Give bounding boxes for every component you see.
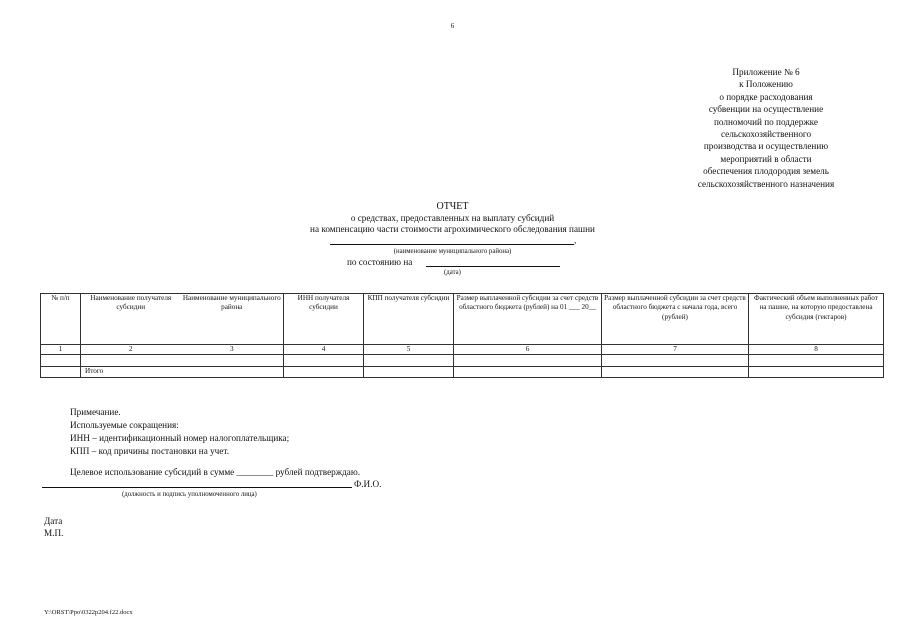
report-title: ОТЧЕТ: [436, 201, 469, 212]
table-cell: [284, 355, 364, 367]
report-title-block: [230, 200, 675, 277]
appendix-line: субвенции на осуществление: [708, 104, 824, 115]
appendix-line: Приложение № 6: [732, 67, 800, 77]
table-row: [41, 355, 884, 367]
note-line: Примечание.: [70, 407, 121, 417]
table-cell: [602, 367, 749, 378]
column-number: 7: [602, 345, 749, 355]
header-cell: Наименование получателя субсидии: [81, 294, 181, 345]
table-cell: [284, 367, 364, 378]
column-number: 8: [749, 345, 884, 355]
table-cell: [749, 355, 884, 367]
stamp-label: М.П.: [44, 528, 64, 538]
page-number: 6: [450, 22, 455, 30]
signature-line: [42, 487, 352, 488]
confirmation-text: Целевое использование субсидий в сумме ________ рублей подтверждаю.: [70, 467, 360, 477]
header-cell: ИНН получателя субсидии: [284, 294, 364, 345]
total-label: Итого: [81, 367, 181, 378]
table-cell: [454, 355, 602, 367]
file-path: Y:\ORST\Ppo\0322p204.f22.docx: [44, 609, 133, 616]
date-caption: (дата): [444, 269, 461, 276]
table-cell: [181, 355, 284, 367]
appendix-line: мероприятий в области: [720, 153, 812, 164]
appendix-header: [684, 66, 848, 190]
column-number: 3: [181, 345, 284, 355]
table-cell: [749, 367, 884, 378]
fio-label: Ф.И.О.: [354, 479, 382, 489]
header-cell: № п/п: [41, 294, 81, 345]
date-stamp-block: [44, 515, 63, 539]
header-cell: Размер выплаченной субсидии за счет средств областного бюджета с начала года, всего (рублей): [602, 294, 749, 345]
date-label: Дата: [44, 516, 63, 526]
table-cell: [181, 367, 284, 378]
appendix-line: к Положению: [739, 79, 793, 90]
column-number: 6: [454, 345, 602, 355]
table-cell: [602, 355, 749, 367]
table-cell: [364, 355, 454, 367]
column-number: 4: [284, 345, 364, 355]
as-of-line: [230, 256, 675, 268]
table-cell: [41, 367, 81, 378]
note-line: Используемые сокращения:: [70, 420, 179, 430]
appendix-line: о порядке расходования: [719, 91, 813, 102]
note-line: ИНН – идентификационный номер налогоплательщика;: [70, 433, 290, 443]
notes-block: [70, 406, 289, 458]
date-fill-rule: [426, 266, 560, 267]
appendix-line: производства и осуществлению: [703, 141, 829, 152]
table-cell: [81, 355, 181, 367]
fill-rule: [330, 244, 574, 245]
column-number: 1: [41, 345, 81, 355]
municipality-caption: (наименование муниципального района): [393, 248, 512, 255]
header-cell: Фактический объем выполненных работ на пашне, на которую предоставлена субсидия (гектаров): [749, 294, 884, 345]
total-row: [41, 367, 884, 378]
signature-caption: (должность и подпись уполномоченного лица): [122, 491, 257, 498]
note-line: КПП – код причины постановки на учет.: [70, 446, 229, 456]
appendix-line: полномочий по поддержке: [714, 116, 818, 127]
appendix-line: сельскохозяйственного: [720, 129, 812, 140]
header-cell: КПП получателя субсидии: [364, 294, 454, 345]
appendix-line: сельскохозяйственного назначения: [697, 178, 835, 189]
table-cell: [364, 367, 454, 378]
header-row: [41, 294, 884, 345]
line-comma: ,: [574, 235, 577, 245]
as-of-label: по состоянию на: [347, 257, 413, 267]
table-cell: [41, 355, 81, 367]
report-table: [40, 293, 884, 378]
municipality-fill-line: [230, 235, 675, 247]
report-subtitle: о средствах, предоставленных на выплату субсидий: [350, 213, 555, 223]
column-number-row: [41, 345, 884, 355]
column-number: 5: [364, 345, 454, 355]
header-cell: Размер выплаченной субсидии за счет средств областного бюджета (рублей) на 01 ___ 20__: [454, 294, 602, 345]
report-subtitle: на компенсацию части стоимости агрохимического обследования пашни: [310, 224, 595, 234]
column-number: 2: [81, 345, 181, 355]
header-cell: Наименование муниципального района: [181, 294, 284, 345]
table-cell: [454, 367, 602, 378]
appendix-line: обеспечения плодородия земель: [703, 166, 829, 177]
